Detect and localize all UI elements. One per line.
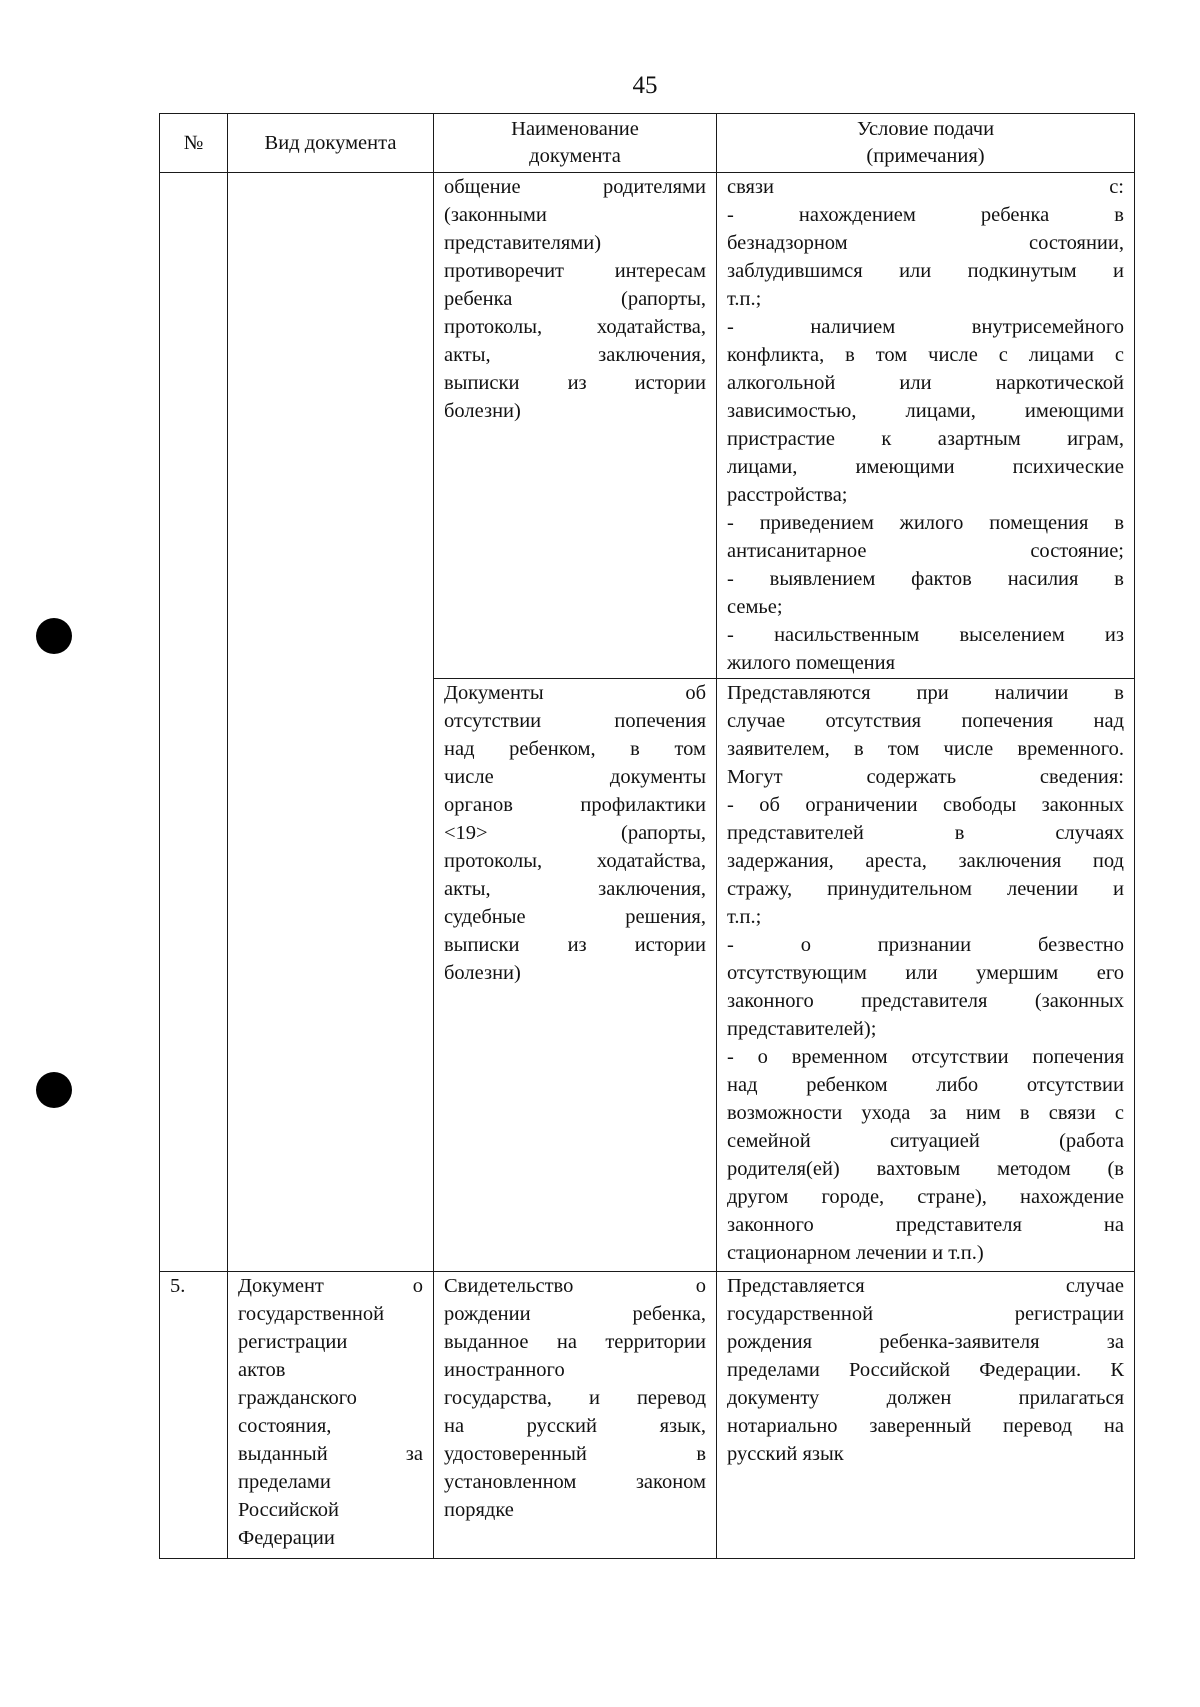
text-line: гражданского: [238, 1387, 357, 1409]
header-num: №: [160, 114, 228, 173]
text-line: болезни): [444, 400, 521, 422]
text-line: безнадзорном состоянии,: [727, 232, 1124, 254]
cell-name: [434, 1272, 717, 1559]
text-line: (законными: [444, 204, 547, 226]
cell-type-empty: [228, 173, 434, 1272]
header-submission-condition: [717, 114, 1135, 173]
text-line: рождении ребенка,: [444, 1303, 706, 1325]
text-line: болезни): [444, 962, 521, 984]
page-number: 45: [632, 72, 658, 99]
text-line: судебные решения,: [444, 906, 706, 928]
text-line: стражу, принудительном лечении и: [727, 878, 1124, 900]
name-text: [444, 1272, 706, 1524]
cell-name: [434, 679, 717, 1272]
text-line: установленном законом: [444, 1471, 706, 1493]
text-line: заблудившимся или подкинутым и: [727, 260, 1124, 282]
text-line: расстройства;: [727, 484, 848, 506]
condition-text: [727, 1272, 1124, 1468]
table-row: [160, 173, 1135, 679]
text-line: выписки из истории: [444, 934, 706, 956]
header-cond-line2: (примечания): [866, 145, 985, 167]
text-line: порядке: [444, 1499, 514, 1521]
text-line: - о временном отсутствии попечения: [727, 1046, 1124, 1068]
text-line: числе документы: [444, 766, 706, 788]
text-line: ребенка (рапорты,: [444, 288, 706, 310]
text-line: общение родителями: [444, 176, 706, 198]
type-text: [238, 1272, 423, 1552]
text-line: отсутствующим или умершим его: [727, 962, 1124, 984]
text-line: на русский язык,: [444, 1415, 706, 1437]
text-line: протоколы, ходатайства,: [444, 316, 706, 338]
text-line: лицами, имеющими психические: [727, 456, 1124, 478]
name-text: [444, 173, 706, 425]
text-line: Российской: [238, 1499, 340, 1521]
text-line: документу должен прилагаться: [727, 1387, 1124, 1409]
table-header-row: [160, 114, 1135, 173]
text-line: пристрастие к азартным играм,: [727, 428, 1124, 450]
text-line: нотариально заверенный перевод на: [727, 1415, 1124, 1437]
text-line: <19> (рапорты,: [444, 822, 706, 844]
text-line: государственной: [238, 1303, 385, 1325]
text-line: - приведением жилого помещения в: [727, 512, 1124, 534]
text-line: возможности ухода за ним в связи с: [727, 1102, 1124, 1124]
text-line: над ребенком, в том: [444, 738, 706, 760]
text-line: пределами Российской Федерации. К: [727, 1359, 1124, 1381]
table-row: [160, 1272, 1135, 1559]
text-line: Могут содержать сведения:: [727, 766, 1124, 788]
header-document-name: [434, 114, 717, 173]
text-line: жилого помещения: [727, 652, 896, 674]
text-line: т.п.;: [727, 288, 762, 310]
text-line: удостоверенный в: [444, 1443, 706, 1465]
binder-hole-mark: [36, 618, 72, 654]
text-line: Свидетельство о: [444, 1275, 706, 1297]
cell-condition: [717, 679, 1135, 1272]
header-name-line2: документа: [529, 145, 621, 167]
text-line: выданное на территории: [444, 1331, 706, 1353]
text-line: актов: [238, 1359, 286, 1381]
condition-text: [727, 173, 1124, 677]
text-line: представителей в случаях: [727, 822, 1124, 844]
text-line: законного представителя (законных: [727, 990, 1124, 1012]
text-line: другом городе, стране), нахождение: [727, 1186, 1124, 1208]
cell-num: 5.: [160, 1272, 228, 1559]
text-line: акты, заключения,: [444, 344, 706, 366]
condition-text: [727, 679, 1124, 1267]
text-line: родителя(ей) вахтовым методом (в: [727, 1158, 1124, 1180]
cell-num-empty: [160, 173, 228, 1272]
name-text: [444, 679, 706, 987]
text-line: органов профилактики: [444, 794, 706, 816]
text-line: алкогольной или наркотической: [727, 372, 1124, 394]
text-line: Представляются при наличии в: [727, 682, 1124, 704]
text-line: представителями): [444, 232, 602, 254]
text-line: выданный за: [238, 1443, 423, 1465]
text-line: регистрации: [238, 1331, 348, 1353]
text-line: Федерации: [238, 1527, 335, 1549]
text-line: зависимостью, лицами, имеющими: [727, 400, 1124, 422]
text-line: протоколы, ходатайства,: [444, 850, 706, 872]
text-line: пределами: [238, 1471, 331, 1493]
text-line: Документы об: [444, 682, 706, 704]
text-line: Документ о: [238, 1275, 423, 1297]
binder-hole-mark: [36, 1072, 72, 1108]
text-line: представителей);: [727, 1018, 877, 1040]
text-line: - выявлением фактов насилия в: [727, 568, 1124, 590]
text-line: законного представителя на: [727, 1214, 1124, 1236]
text-line: связи с:: [727, 176, 1124, 198]
text-line: антисанитарное состояние;: [727, 540, 1124, 562]
text-line: т.п.;: [727, 906, 762, 928]
text-line: иностранного: [444, 1359, 565, 1381]
text-line: - о признании безвестно: [727, 934, 1124, 956]
cell-type: [228, 1272, 434, 1559]
text-line: случае отсутствия попечения над: [727, 710, 1124, 732]
cell-condition: [717, 173, 1135, 679]
text-line: рождения ребенка-заявителя за: [727, 1331, 1124, 1353]
text-line: - наличием внутрисемейного: [727, 316, 1124, 338]
text-line: отсутствии попечения: [444, 710, 706, 732]
text-line: выписки из истории: [444, 372, 706, 394]
text-line: акты, заключения,: [444, 878, 706, 900]
text-line: государства, и перевод: [444, 1387, 706, 1409]
header-name-line1: Наименование: [511, 118, 639, 140]
text-line: семье;: [727, 596, 783, 618]
text-line: состояния,: [238, 1415, 332, 1437]
header-document-type: Вид документа: [228, 114, 434, 173]
text-line: - насильственным выселением из: [727, 624, 1124, 646]
cell-condition: [717, 1272, 1135, 1559]
text-line: стационарном лечении и т.п.): [727, 1242, 984, 1264]
text-line: заявителем, в том числе временного.: [727, 738, 1124, 760]
text-line: семейной ситуацией (работа: [727, 1130, 1124, 1152]
text-line: над ребенком либо отсутствии: [727, 1074, 1124, 1096]
text-line: - нахождением ребенка в: [727, 204, 1124, 226]
text-line: русский язык: [727, 1443, 844, 1465]
text-line: задержания, ареста, заключения под: [727, 850, 1124, 872]
document-table: [159, 113, 1135, 1559]
text-line: Представляется случае: [727, 1275, 1124, 1297]
text-line: конфликта, в том числе с лицами с: [727, 344, 1124, 366]
cell-name: [434, 173, 717, 679]
text-line: - об ограничении свободы законных: [727, 794, 1124, 816]
header-cond-line1: Условие подачи: [856, 118, 995, 140]
text-line: государственной регистрации: [727, 1303, 1124, 1325]
text-line: противоречит интересам: [444, 260, 706, 282]
